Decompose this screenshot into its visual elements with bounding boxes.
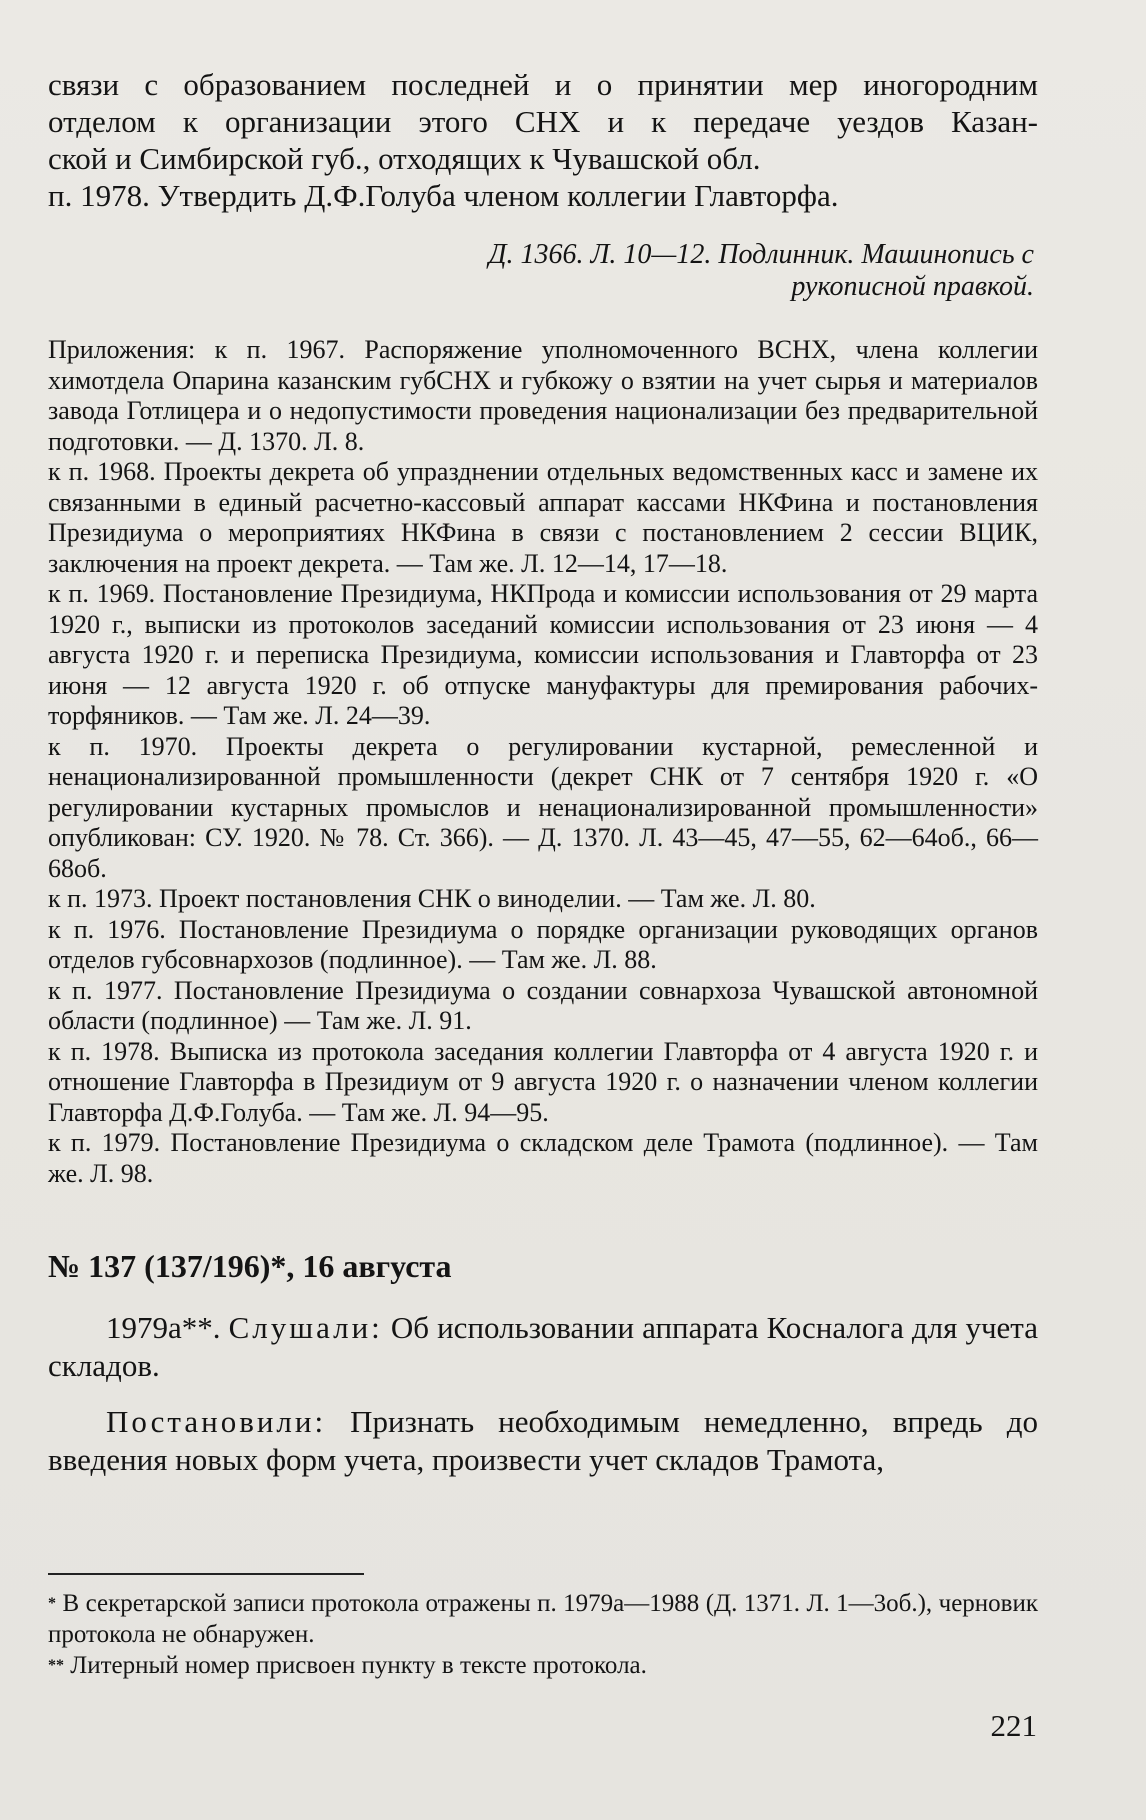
appendix-entry-1969: к п. 1969. Постановление Президиума, НКПрода и комиссии использования от 29 марта 1920 г., выписки из протоколов заседаний комиссии использования от 23 июня — 4 августа 1920 г. и переписка Президиума, комиссии использования и Главторфа от 23 июня — 12 августа 1920 г. об отпуске мануфактуры для премирования рабочих-торфяников. — Там же. Л. 24—39. <box>48 579 1038 730</box>
footnote-text: Литерный номер присвоен пункту в тексте протокола. <box>70 1652 647 1679</box>
appendix-entry-1979: к п. 1979. Постановление Президиума о складском деле Трамота (подлинное). — Там же. Л. 98. <box>48 1128 1038 1188</box>
source-note-line: рукописной правкой. <box>791 271 1034 302</box>
archival-source-note <box>48 239 1034 303</box>
item-number: 1979а**. <box>106 1310 221 1345</box>
appendix-entry-1970: к п. 1970. Проекты декрета о регулировании кустарной, ремесленной и ненационализированной промышленности (декрет СНК от 7 сентября 1920 г. «О регулировании кустарных промыслов и ненационализированной промышленности» опубликован: СУ. 1920. № 78. Ст. 366). — Д. 1370. Л. 43—45, 47—55, 62—64об., 66—68об. <box>48 731 1038 883</box>
heard-text: Об использовании аппарата Косналога для учета складов. <box>48 1310 1038 1383</box>
heard-item <box>48 1309 1038 1385</box>
resolved-label: Постановили: <box>106 1404 327 1439</box>
appendix-entry-1968: к п. 1968. Проекты декрета об упразднении отдельных ведомственных касс и замене их связанными в единый расчетно-кассовый аппарат кассами НКФина и постановления Президиума о мероприятиях НКФина в связи с постановлением 2 сессии ВЦИК, заключения на проект декрета. — Там же. Л. 12—14, 17—18. <box>48 457 1038 578</box>
protocol-heading: № 137 (137/196)*, 16 августа <box>48 1248 452 1284</box>
page-content <box>48 66 1038 1479</box>
appendix-entry-1978: к п. 1978. Выписка из протокола заседания коллегии Главторфа от 4 августа 1920 г. и отношение Главторфа в Президиум от 9 августа 1920 г. о назначении членом коллегии Главторфа Д.Ф.Голуба. — Там же. Л. 94—95. <box>48 1036 1038 1127</box>
footnote-marker: ** <box>48 1657 64 1674</box>
continued-resolution <box>48 66 1038 214</box>
page-number: 221 <box>990 1708 1037 1743</box>
appendix-entry-1976: к п. 1976. Постановление Президиума о порядке организации руководящих органов отделов губсовнархозов (подлинное). — Там же. Л. 88. <box>48 914 1038 974</box>
resolved-item <box>48 1403 1038 1479</box>
text-line: ской и Симбирской губ., отходящих к Чувашской обл. <box>48 141 761 176</box>
footnotes <box>48 1588 1038 1681</box>
appendix-entry-1973: к п. 1973. Проект постановления СНК о виноделии. — Там же. Л. 80. <box>48 884 816 913</box>
resolved-text: Признать необходимым немедленно, впредь до введения новых форм учета, произвести учет складов Трамота, <box>48 1404 1038 1477</box>
appendix-entry-1977: к п. 1977. Постановление Президиума о создании совнархоза Чувашской автономной области (подлинное) — Там же. Л. 91. <box>48 975 1038 1035</box>
text-line: связи с образованием последней и о принятии мер иногородним <box>48 67 1038 102</box>
footnote-2 <box>48 1650 1038 1681</box>
source-note-line: Д. 1366. Л. 10—12. Подлинник. Машинопись с <box>488 239 1034 270</box>
footnote-divider <box>48 1573 364 1575</box>
footnote-text: В секретарской записи протокола отражены п. 1979а—1988 (Д. 1371. Л. 1—3об.), черновик протокола не обнаружен. <box>48 1590 1038 1648</box>
footnote-marker: * <box>48 1595 56 1612</box>
text-line: отделом к организации этого СНХ и к передаче уездов Казан- <box>48 104 1038 139</box>
text-line: п. 1978. Утвердить Д.Ф.Голуба членом коллегии Главторфа. <box>48 178 839 213</box>
appendices-list <box>48 335 1038 1189</box>
appendix-entry-1967: Приложения: к п. 1967. Распоряжение уполномоченного ВСНХ, члена коллегии химотдела Опарина казанским губСНХ и губкожу о взятии на учет сырья и материалов завода Готлицера и о недопустимости проведения национализации без предварительной подготовки. — Д. 1370. Л. 8. <box>48 335 1038 456</box>
heard-label: Слушали: <box>228 1310 383 1345</box>
footnote-1 <box>48 1588 1038 1650</box>
